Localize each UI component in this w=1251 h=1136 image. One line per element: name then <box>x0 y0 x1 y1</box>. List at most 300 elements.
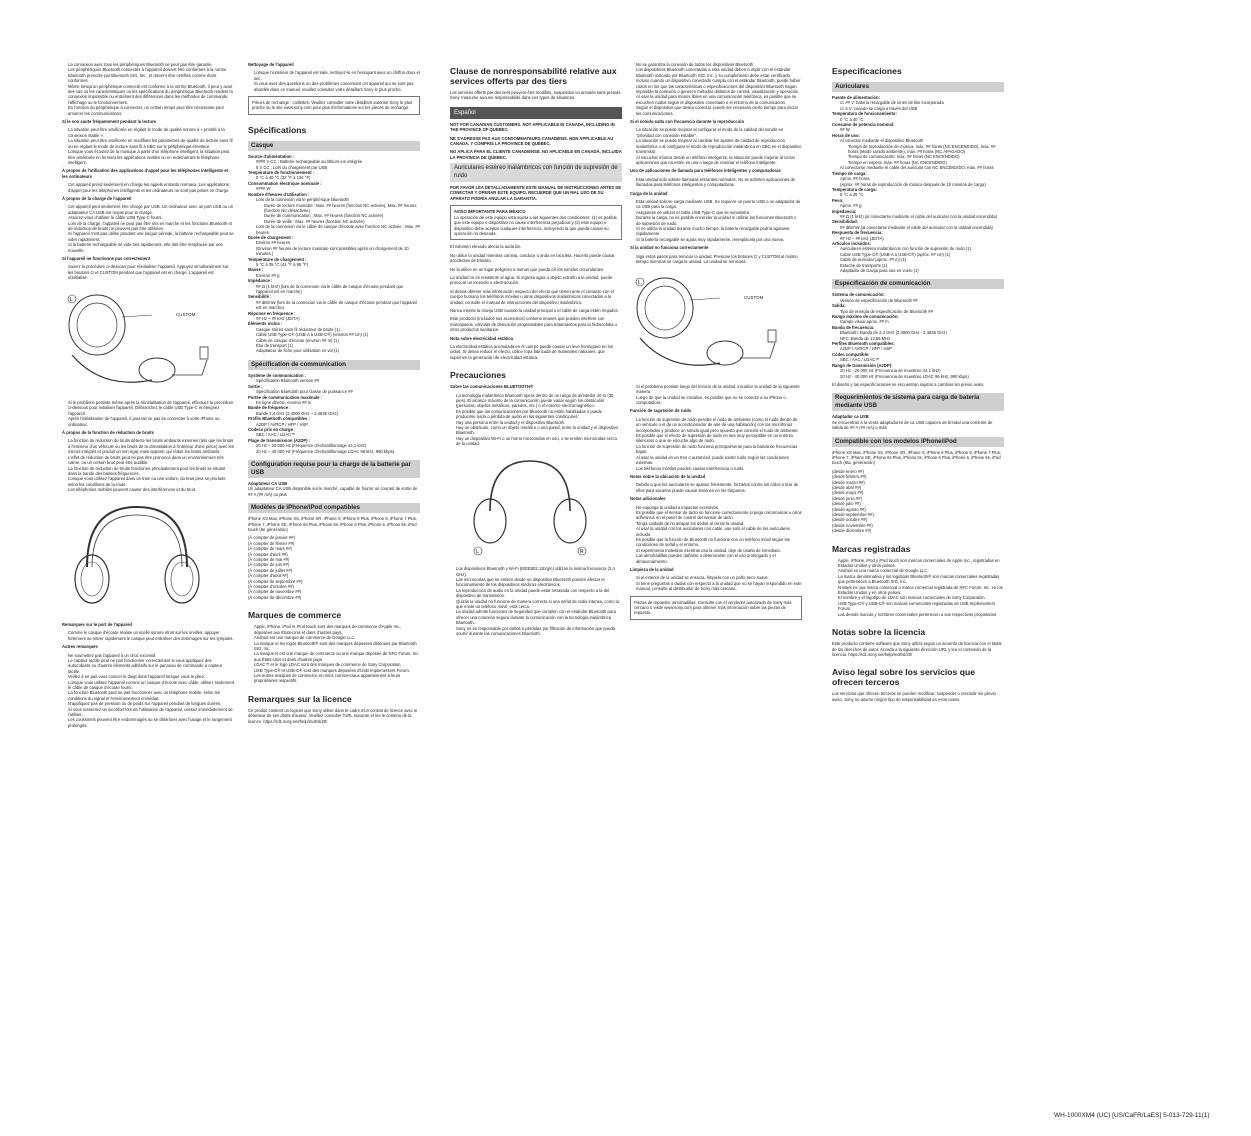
spec-line: Estuche de transporte (1) <box>840 262 888 268</box>
paragraph: Ce produit contient un logiciel que Sony utilise dans le cadre d'un contrat de licence avec le détenteur de ses droits d'auteur. Veuillez consulter l'URL suivante et lire le contenu de la licence. https://rd1.sony.net/help/mdr/sl/20/ <box>248 707 418 724</box>
list-item: • La reproducción de audio en la unidad puede estar retrasada con respecto a la del dispositivo de transmisión. <box>456 588 622 599</box>
list-item: • Hay un dispositivo Wi-Fi o un horno microondas en uso, o se emiten microondas cerca de la unidad. <box>456 436 622 447</box>
list-item: (desde marzo ##) <box>832 479 865 485</box>
column-2 <box>248 62 420 1112</box>
spec-line: Impédance : <box>248 278 273 284</box>
spec-line: SBC / AAC / LDAC™ <box>256 432 296 438</box>
paragraph: La electricidad estática acumulada en el cuerpo puede causar un leve hormigueo en los oídos. Si desea reducir el efecto, utilice ropa fabricada de materiales naturales, que suprimen la generación de electricidad estática. <box>450 344 613 360</box>
spec-line: Système de communication : <box>248 372 306 378</box>
spec-line: Cable USB Type-C® (USB-A a USB-C®) (aprox. ## cm) (1) <box>840 251 951 257</box>
section-title: Clause de nonresponsabilité relative aux services offerts par des tiers <box>450 66 617 86</box>
section-heading: Nota sobre electricidad estática <box>450 335 514 341</box>
list-item: • Los teléfonos móviles pueden causar interferencia o ruido. <box>636 466 802 471</box>
list-item: (À compter de juillet ##) <box>248 567 293 573</box>
list-item: • Es posible que el efecto de supresión de ruido no sea muy perceptible en un entorno silencioso o que se escuche algo de ruido. <box>636 433 802 444</box>
column-3 <box>450 62 622 1112</box>
parts-box: Pièces de rechange : coillettes. Veuillez consulter votre détaillant autorisé Sony le plus proche ou le site www.sony.com pour plus d'informations sur les pièces de rechange. <box>248 96 420 115</box>
list-item: • La función de supresión de ruido funciona principalmente para la banda de frecuencias bajas. <box>636 444 802 455</box>
spec-line: Aprox. ## g <box>840 203 862 209</box>
list-item: • Même lorsqu'un périphérique connecté est conforme à la norme Bluetooth, il peut y avoir des cas où les caractéristiques ou les spécifications du périphérique Bluetooth rendent la connexion impossible ou entraînent des différences dans les méthodes de commande, l'affichage ou le fonctionnement. <box>68 84 234 106</box>
months-list <box>832 469 1004 534</box>
spec-line: Sensibilité : <box>248 294 272 300</box>
subsection-bar: Especificación de comunicación <box>832 279 1004 289</box>
spec-line: 0 °C à 40 °C (32 °F à 104 °F) <box>256 175 311 181</box>
list-item: (desde noviembre ##) <box>832 522 873 528</box>
list-item: • Si vous avez des questions ou des problèmes concernant cet appareil qui ne sont pas abordés dans ce manuel, veuillez consulter votre détaillant Sony le plus proche. <box>254 81 420 92</box>
list-item: • No se garantiza la conexión de todos los dispositivos Bluetooth. <box>636 62 802 67</box>
spec-line: 20 Hz - 40 000 Hz (Frecuencia de muestreo LDAC 96 kHz, 990 kbps) <box>840 373 969 379</box>
headphones-charging-illustration <box>62 285 212 395</box>
list-item: • Es posible que el sensor de tacto no funcione correctamente si pega calcomanías u otros adhesivos en el panel de control del sensor de tacto. <box>636 510 802 521</box>
list-item: • Sony no es responsable por daños o pérdidas por filtración de información que pueda ocurrir durante las comunicaciones Bluetooth. <box>456 626 622 637</box>
list-item: • La connexion avec tous les périphériques Bluetooth ne peut pas être garantie. <box>68 62 234 67</box>
paragraph: Este producto (incluidos sus accesorios) contiene imanes que pueden interferir con marcapasos, válvulas de derivación programables para tratamientos para la hidrocefalia u otros productos sanitarios. <box>450 316 617 333</box>
list-item: • Si el exterior de la unidad se ensucia, límpielo con un paño seco suave. <box>636 575 802 580</box>
subsection-bar: Compatible con los modelos iPhone/iPod <box>832 437 1004 447</box>
list-item: • La marca denominativa y los logotipos Bluetooth® son marcas comerciales registradas que pertenecen a Bluetooth SIG, Inc. <box>838 574 1004 585</box>
list-item: • Si tiene preguntas o dudas con respecto a la unidad que no se hayan respondido en este manual, consulte al distribuidor de Sony más cercano. <box>636 581 802 592</box>
list-item: • La situation peut être améliorée en réglant le mode de qualité sonore à « priorité à la connexion stable ». <box>68 127 234 138</box>
spec-line: Banda de frecuencia: <box>832 324 875 330</box>
list-item: • Suivez la procédure ci-dessous pour réinitialiser l'appareil. Appuyez simultanément sur les boutons ⏻ et CUSTOM pendant que l'appareil est en charge. L'appareil est réinitialisé. <box>68 264 234 280</box>
spec-line: A2DP / AVRCP / HFP / HSP <box>256 421 309 427</box>
section-title: Notas sobre la licencia <box>832 627 926 638</box>
section-heading: Si l'appareil ne fonctionne pas correctement <box>62 256 151 261</box>
section-title: Marques de commerce <box>248 610 342 621</box>
spec-line: ## W <box>840 127 850 133</box>
caps-notice: NOT FOR CANADIAN CUSTOMERS. NOT APPLICABLE IN CANADA, INCLUDING IN THE PROVINCE OF QUEBEC. <box>450 121 615 133</box>
list-item: • Al escuchar música desde un teléfono inteligente, la situación puede mejorar al cerrar aplicaciones que no estén en uso o luego de reiniciar el teléfono inteligente. <box>636 155 802 166</box>
spec-line: Temperatura de funcionamiento: <box>832 111 897 117</box>
reset-illustration <box>630 268 802 379</box>
spec-line: Durée de communication : Max. ## heures (fonction NC activée) <box>264 213 384 219</box>
list-item: • El nombre y el logotipo de LDAC son marcas comerciales de Sony Corporation. <box>838 595 1004 600</box>
spec-list <box>248 154 420 354</box>
column-5 <box>832 62 1004 1112</box>
list-item: • Comme le casque d'écoute réalise un scellé sonore étroit sur les oreilles, appuyer fortement ou retirer rapidement le casque peut entraîner des dommages sur les tympans. <box>68 630 234 641</box>
section-heading: Uso de aplicaciones de llamada para teléfonos inteligentes y computadoras <box>630 168 781 174</box>
list-item: • Incluso cuando un dispositivo conectado cumpla con el estándar Bluetooth, puede haber casos en los que las características o especificaciones del dispositivo Bluetooth hagan imposible la conexión o generen métodos distintos de control, visualización y operación. <box>636 78 802 94</box>
list-item: • La función de supresión de ruido percibe el ruido de ambiente (como el ruido dentro de un vehículo o el de un acondicionador de aire de una habitación) con los micrófonos incorporados y produce un sonido igual pero opuesto que cancela el ruido de ambiente. <box>636 417 802 433</box>
list-item: • La fonction Bluetooth peut ne pas fonctionner avec un téléphone mobile, selon les conditions du signal et l'environnement immédiat. <box>68 690 234 701</box>
section-heading: Remarques sur le port de l'appareil <box>62 621 132 627</box>
paragraph: Nunca inserte la clavija USB cuando la unidad principal o el cable de carga estén mojados. <box>450 307 619 313</box>
section-title: Especificaciones <box>832 66 902 76</box>
spec-line: Al conectarse mediante el cable del auricular con NC ENCENDIDO: máx. ## horas <box>840 165 994 171</box>
list-item: • Si le problème persiste même après la réinitialisation de l'appareil, effectuez la procédure ci-dessous pour initialiser l'appareil. Débranchez le câble USB Type-C et éteignez l'appareil. <box>68 400 234 416</box>
paragraph: El diseño y las especificaciones se encuentran sujetos a cambios sin previo aviso. <box>832 381 985 387</box>
months-list <box>248 535 420 600</box>
list-item: (À compter de décembre ##) <box>248 594 302 600</box>
list-item: (À compter de septembre ##) <box>248 578 303 584</box>
spec-line: Versión de especificación de Bluetooth ## <box>840 297 918 303</box>
list-item: • Lors de la charge, l'appareil ne peut pas être mis en marche et les fonctions Bluetooth et de réduction de bruits ne peuvent pas être utilisées. <box>68 221 234 232</box>
section-title: Spécifications <box>248 124 307 135</box>
spec-line: Sistema de comunicación: <box>832 292 885 298</box>
spec-line: Tiempo de carga: <box>832 170 867 176</box>
list-item: • Android es una marca comercial de Google LLC. <box>838 568 1004 573</box>
svg-text:L: L <box>638 280 641 287</box>
spec-line: Fuente de alimentación: <box>832 95 880 100</box>
list-item: • Si no utiliza la unidad durante mucho tiempo, la batería recargable podría agotarse rápidamente. <box>636 226 802 237</box>
list-item: • Tenga cuidado de no atrapar los dedos al cerrar la unidad. <box>636 521 802 526</box>
spec-line: 5 V CC : Lors du chargement par USB <box>256 164 328 170</box>
section-heading: Si le son saute fréquemment pendant la lecture <box>62 119 157 125</box>
spec-line: Consumo de potencia nominal: <box>832 122 895 128</box>
paragraph: iPhone XS Max, iPhone XS, iPhone XR, iPhone X, iPhone 8 Plus, iPhone 8, iPhone 7 Plus, iPhone 7, iPhone SE, iPhone 6s Plus, iPhone 6s, iPhone 6 Plus, iPhone 6, iPhone 5s, iPod touch (6e génération) <box>248 516 418 532</box>
spec-line: ## Ω (1 kHz) (al conectarse mediante el cable del auricular con la unidad encendida) <box>840 213 997 219</box>
spec-line: Peso: <box>832 197 844 203</box>
list-item: (À compter d'août ##) <box>248 573 289 579</box>
list-item: • La fonction de réduction de bruits fonctionne principalement pour les bruits se situant dans la bande des basses fréquences. <box>68 466 234 477</box>
headphones-wearing-illustration <box>450 451 610 561</box>
section-heading: Si el sonido salta con frecuencia durante la reproducción <box>630 119 745 125</box>
paragraph: Este producto contiene software que Sony utiliza según un acuerdo de licencia con el titular de los derechos de autor. Acceda a la siguiente dirección URL y lea el contenido de la licencia. https://rd1.sony.net/help/mdr/sl/20/ <box>832 641 1002 657</box>
spec-line: Adaptador ca USB <box>832 414 869 420</box>
list-item: • Cet appareil prend seulement en charge les appels entrants normaux. Les applications d'appel pour les téléphones intelligents et les ordinateurs ne sont pas prises en charge. <box>68 182 234 193</box>
spec-line: Consommation électrique nominale : <box>248 180 322 186</box>
spec-line: ## Hz – ## kHz (JEITA) <box>256 316 300 322</box>
list-item: (desde diciembre ##) <box>832 528 872 534</box>
spec-line: Profils Bluetooth compatibles : <box>248 416 310 422</box>
paragraph: Los servicios que ofrecen terceros se pueden modificar, suspender o rescindir sin previo aviso. Sony no asume ningún tipo de responsabilidad en esos casos. <box>832 691 996 702</box>
spec-line: Durée de chargement : <box>248 234 294 240</box>
caps-notice: NE S'ADRESSE PAS AUX CONSOMMATEURS CANADIENS. NON APPLICABLE AU CANADA, Y COMPRIS LA PROVINCE DE QUÉBEC. <box>450 135 614 147</box>
paragraph: El volumen elevado afecta la audición. <box>450 244 522 250</box>
spec-line: Masse : <box>248 267 264 273</box>
spec-line: Lors de la connexion via le câble de casque d'écoute avec fonction NC activée : Max. ## heures <box>256 224 420 235</box>
list-item: • Si experimenta molestias mientras usa la unidad, deje de usarla de inmediato. <box>636 548 802 553</box>
list-item: • Los dispositivos Bluetooth conectados a esta unidad deben cumplir con el estándar Bluetooth indicado por Bluetooth SIG, Inc. y su cumplimiento debe estar certificado. <box>636 67 802 78</box>
spec-line: Aprox. ## horas <box>840 176 870 182</box>
spec-line: Lors de la connexion via le périphérique Bluetooth <box>256 197 349 203</box>
list-item: • Esta unidad solo admite llamadas entrantes normales. No se admiten aplicaciones de llamadas para teléfonos inteligentes y computadoras. <box>636 177 802 188</box>
spec-line: Source d'alimentation : <box>248 153 295 159</box>
spec-line: Température de fonctionnement : <box>248 170 315 176</box>
spec-line: Température de chargement : <box>248 256 307 262</box>
intro-list <box>62 62 234 116</box>
notice-heading: AVISO IMPORTANTE PARA MÉXICO <box>454 209 526 215</box>
section-heading: Notas adicionales <box>630 496 666 502</box>
spec-line: Nombre d'heures d'utilisation : <box>248 191 310 197</box>
spec-line: Adaptateur de fiche pour utilisation en vol (1) <box>256 348 340 354</box>
list-item: (À compter de mars ##) <box>248 546 292 552</box>
spec-line: ## Ω (1 kHz) (lors de la connexion via le câble de casque d'écoute pendant que l'appareil est en marche) <box>256 283 404 294</box>
caps-notice: NO APLICA PARA EL CLIENTE CANADIENSE. NO APLICABLE EN CANADÁ, INCLUIDA LA PROVINCIA DE QUEBEC. <box>450 149 622 160</box>
spec-line: Cable de auricular (aprox. ## m) (1) <box>840 257 907 263</box>
spec-line: NFC: Banda de 13,56 MHz <box>840 335 891 341</box>
spec-line: 20 Hz - 20 000 Hz (Frecuencia de muestreo 44,1 kHz) <box>840 368 941 374</box>
list-item: • Si vous ressentez un inconfort lors de l'utilisation de l'appareil, cessez immédiatement de l'utiliser. <box>68 707 234 718</box>
spec-line: Bande 2,4 GHz (2,4000 GHz – 2,4835 GHz) <box>256 410 338 416</box>
list-item: (desde mayo ##) <box>832 490 864 496</box>
spec-line: Éléments inclus : <box>248 321 283 327</box>
spec-line: cc 5 V: cuando se carga a través del USB <box>840 105 918 111</box>
list-item: • En fonction du périphérique à connecter, un certain temps peut être nécessaire pour amorcer les communications. <box>68 105 234 116</box>
list-item: • La unidad admite funciones de seguridad que cumplen con el estándar Bluetooth para ofrecer una conexión segura durante la comunicación con la tecnología inalámbrica Bluetooth. <box>456 609 622 625</box>
list-item: • La marque et les logos Bluetooth® sont des marques déposées détenues par Bluetooth SIG, Inc. <box>254 641 420 652</box>
spec-line: Adaptador de clavija para uso en vuelo (1) <box>840 268 919 273</box>
list-item: • Si la batería recargable se agota muy rápidamente, reemplácela por una nueva. <box>636 237 802 242</box>
reset-illustration <box>62 285 234 396</box>
list-item: • Apple, iPhone, iPod y iPod touch son marcas comerciales de Apple Inc., registradas en Estados Unidos y otros países. <box>838 558 1004 569</box>
list-item: • Según el dispositivo que desea conectar, puede ser necesario cierto tiempo para iniciar las comunicaciones. <box>636 105 802 116</box>
spec-line: Perfiles Bluetooth compatibles: <box>832 341 895 347</box>
list-item: • Les téléphones mobiles peuvent causer des interférences et du bruit. <box>68 487 234 492</box>
headphones-illustration <box>62 497 234 618</box>
list-item: (desde enero ##) <box>832 468 864 474</box>
list-item: • Quizás la unidad no funcione de manera correcta si una señal de radio intensa, como la que emite un teléfono móvil, está cerca. <box>456 599 622 610</box>
list-item: • Assurez-vous d'utiliser le câble USB Type-C fourni. <box>68 215 234 220</box>
list-item: • La situación se puede mejorar al configurar el modo de la calidad del sonido en "prioridad con conexión estable". <box>636 127 802 138</box>
list-item: • Luego de que la unidad se inicialice, es posible que no se conecte a su iPhone o computadora. <box>636 395 802 406</box>
spec-line: Sortie : <box>248 383 263 389</box>
product-title: Auriculares estéreo inalámbricos con función de supresión de ruido <box>450 163 622 182</box>
list-item: • Apple, iPhone, iPod et iPod touch sont des marques de commerce d'Apple Inc., déposées aux États-Unis et dans d'autres pays. <box>254 624 420 635</box>
list-item: • Es posible que la función de Bluetooth no funcione con un teléfono móvil según las condiciones de señal y el entorno. <box>636 537 802 548</box>
section-title: Remarques sur la licence <box>248 693 352 704</box>
list-item: • La tecnología inalámbrica Bluetooth opera dentro de un rango de alrededor 10 m (30 pies). El alcance máximo de la comunicación puede variar según los obstáculos (personas, objetos metálicos, paredes, etc.) o el entorno electromagnético. <box>456 393 622 409</box>
spec-line: Impedancia: <box>832 208 857 214</box>
spec-line: ## Hz – ## kHz (JEITA) <box>840 235 884 241</box>
paragraph: No la utilice en un lugar peligroso a menos que pueda oír los sonidos circundantes. <box>450 266 605 272</box>
section-title: Aviso legal sobre los servicios que ofrecen terceros <box>832 667 975 688</box>
spec-line: Tipo de energía de especificación de Bluetooth ## <box>840 308 933 314</box>
custom-label: CUSTOM <box>176 311 196 317</box>
spec-line: Tiempo de reproducción de música: máx. ## horas (NC ENCENDIDO), máx. ## horas (Modo sonido ambiente), máx. ## horas (NC APAGADO) <box>848 143 996 155</box>
list-item: • Siga estos pasos para reiniciar la unidad. Presione los botones ⏻ y CUSTOM al mismo tiempo mientras se carga la unidad. La unidad se reiniciará. <box>636 254 802 265</box>
spec-line: En ligne directe, environ ## m <box>256 399 312 405</box>
spec-line: Respuesta de frecuencia: <box>832 230 883 236</box>
headphones-charging-illustration <box>630 268 780 378</box>
list-item: • Le capteur tactile peut ne pas fonctionner correctement si vous appliquez des autocollants ou d'autres éléments adhésifs sur le panneau de commande à capteur tactile. <box>68 658 234 674</box>
list-item: • Al usar la unidad para manos libres en una comunicación telefónica, es posible que se escuchen ruidos según el dispositivo conectado o el entorno de la comunicación. <box>636 94 802 105</box>
list-item: (desde septiembre ##) <box>832 512 874 517</box>
list-item: • Durante la carga, no es posible encender la unidad ni utilizar las funciones Bluetooth o de supresión de ruido. <box>636 215 802 226</box>
spec-list <box>832 95 1004 273</box>
list-item: (desde octubre ##) <box>832 517 868 523</box>
spec-line: Durée de lecture musicale : Max. ## heures (fonction NC activée), Max. ## heures (fonction NC désactivée) <box>264 202 417 213</box>
distance-illustration <box>450 451 622 562</box>
spec-line: Rango de transmisión (A2DP): <box>832 362 893 368</box>
spec-line: Environ ## heures <box>256 240 290 246</box>
spec-line: Codecs pris en charge : <box>248 426 296 432</box>
spec-line: #### V CC : Batterie rechargeable au lithium-ion intégrée <box>256 159 363 165</box>
spec-line: Bande de fréquence : <box>248 405 291 411</box>
list-item: • N-Mark es una marca comercial o marca comercial registrada de NFC Forum, Inc. en los Estados Unidos y en otros países. <box>838 585 1004 596</box>
list-item: (À compter de février ##) <box>248 540 295 546</box>
notice-box <box>450 205 622 240</box>
comm-list <box>832 292 1004 379</box>
spec-line: Environ ## g <box>256 272 280 278</box>
list-item: • Veillez à ne pas vous coincer le doigt dans l'appareil lorsque vous le pliez. <box>68 674 234 679</box>
list-item: • USB Type-C® y USB-C® son marcas comerciales registradas de USB Implementers Forum. <box>838 601 1004 612</box>
list-item: • Lorsque vous écoutez de la musique à partir d'un téléphone intelligent, la situation peut être améliorée en fermant les applications inutiles ou en redémarrant le téléphone intelligent. <box>68 149 234 165</box>
spec-line: Horas de uso: <box>832 132 860 138</box>
notice-text: La operación de este equipo está sujeta a las siguientes dos condiciones: (1) es posible que este equipo o dispositivo no cause interferencia perjudicial y (2) este equipo o dispositivo debe aceptar cualquier interferencia, incluyendo la que pueda causar su operación no deseada. <box>454 214 617 236</box>
list-item: • Al usar la unidad en un tren o automóvil, puede existir ruido según las condiciones externas. <box>636 455 802 466</box>
spec-line: 20 Hz – 40 000 Hz (Fréquence d'échantillonnage LDAC 96 kHz, 990 kbps) <box>256 448 395 454</box>
section-heading: Nettoyage de l'appareil <box>248 62 294 67</box>
list-item: • Hay un obstáculo, como un objeto metálico o una pared, entre la unidad y el dispositivo Bluetooth. <box>456 425 622 436</box>
section-heading: Autres remarques <box>62 644 98 650</box>
section-heading: Carga de la unidad <box>630 190 668 196</box>
section-heading: À propos de l'utilisation des applications d'appel pour les téléphones intelligents et les ordinateurs <box>62 168 229 179</box>
subsection-bar: Auriculares <box>832 82 1004 92</box>
list-item: • Lorsque l'extérieur de l'appareil est sale, nettoyez-le en l'essuyant avec un chiffon doux et sec. <box>254 70 420 81</box>
spec-line: 20 Hz – 20 000 Hz (Fréquence d'échantillonnage 44,1 kHz) <box>256 443 366 449</box>
spec-line: ## dB/mW (al conectarse mediante el cable del auricular con la unidad encendida) <box>840 224 993 230</box>
list-item: • Si la batterie rechargeable se vide très rapidement, elle doit être remplacée par une nouvelle. <box>68 242 234 253</box>
list-item: • Las microondas que se emiten desde un dispositivo Bluetooth pueden afectar el funcionamiento de los dispositivos médicos electrónicos. <box>456 577 622 588</box>
list-item: • Al usar la unidad con los auriculares con cable, use solo el cable de los auriculares incluido. <box>636 526 802 537</box>
list-item: • Ne soumettez pas l'appareil à un choc excessif. <box>68 653 234 658</box>
list-item: • Les périphériques Bluetooth connectés à l'appareil doivent être conformes à la norme Bluetooth prescrite par Bluetooth SIG, Inc., et doivent être certifiés comme étant conformes. <box>68 67 234 83</box>
spec-line: Al conectar mediante el dispositivo Bluetooth <box>840 138 924 144</box>
list-item: (À compter d'avril ##) <box>248 551 288 557</box>
spec-line: Salida: <box>832 303 846 309</box>
list-item: • Hay una persona entre la unidad y el dispositivo Bluetooth. <box>456 420 622 425</box>
spec-line: Spécification Bluetooth version ## <box>256 378 320 384</box>
subsection-bar: Spécification de communication <box>248 360 420 370</box>
spec-line: Sensibilidad: <box>832 219 859 225</box>
language-bar: Español <box>450 107 622 119</box>
subsection-bar: Casque <box>248 141 420 151</box>
paragraph: iPhone XS Max, iPhone XS, iPhone XR, iPhone X, iPhone 8 Plus, iPhone 8, iPhone 7 Plus, iPhone 7, iPhone SE, iPhone 6s Plus, iPhone 6s, iPhone 6 Plus, iPhone 6, iPhone 5s, iPod touch (6ta. generación) <box>832 449 1002 466</box>
list-item: • Cet appareil peut seulement être chargé par USB. Un ordinateur avec un port USB ou un adaptateur CA USB est requis pour la charge. <box>68 204 234 215</box>
list-item: • USB Type-C® et USB-C® sont des marques déposées d'USB Implementers Forum. <box>254 668 420 673</box>
spec-line: Bluetooth: Banda de 2,4 GHz (2,4000 GHz - 2,4835 GHz) <box>840 330 947 336</box>
subsection-bar: Configuration requise pour la charge de la batterie par USB <box>248 460 420 478</box>
list-item: • L'effet de réduction de bruits peut ne pas être prononcé dans un environnement très calme, ou un certain bruit peut être audible. <box>68 455 234 466</box>
list-item: • La situación se puede mejorar al cambiar los ajustes de calidad de reproducción inalámbrica o al configurar el modo de reproducción inalámbrica en SBC en el dispositivo transmisor. <box>636 138 802 154</box>
list-item: • N'appliquez pas de pression ou de poids sur l'appareil pendant de longues durées. <box>68 701 234 706</box>
list-item: • Les autres marques de commerce et noms commerciaux appartiennent à leurs propriétaires respectifs. <box>254 673 420 684</box>
spec-line: 5 °C à 35 °C (41 °F à 95 °F) <box>256 261 309 267</box>
list-item: • La marque N est une marque de commerce ou une marque déposée de NFC Forum, Inc. aux États-Unis et dans d'autres pays. <box>254 651 420 662</box>
paragraph: Si desea obtener más información respecto del efecto que tienen ante el contacto con el cuerpo humano los teléfonos móviles u otros dispositivos inalámbricos conectados a la unidad, consulte el manual de instrucciones del dispositivo inalámbrico. <box>450 288 614 305</box>
section-heading: Si la unidad no funciona correctamente <box>630 245 709 251</box>
paragraph: La unidad no es resistente al agua. Si ingresa agua u objeto extraño a la unidad, puede provocar un incendio o electrocución. <box>450 274 613 286</box>
spec-line: Códec compatible: <box>832 351 870 357</box>
paragraph: Un adaptateur CA USB disponible sur le marché, capable de fournir un courant de sortie de ## A (## mA) ou plus <box>248 486 418 497</box>
spec-line: Câble de casque d'écoute (environ ## m) (1) <box>256 337 339 343</box>
custom-label: CUSTOM <box>744 295 764 301</box>
spec-line: Casque stéréo sans fil réducteur de bruits (1) <box>256 326 340 332</box>
list-item: • Après l'initialisation de l'appareil, il pourrait ne pas se connecter à votre iPhone ou ordinateur. <box>68 416 234 427</box>
spec-line: Étui de transport (1) <box>256 343 294 349</box>
spec-line: Rango máximo de comunicación: <box>832 314 899 320</box>
spec-line: 0 °C a 40 °C <box>840 116 864 122</box>
spec-line: (Aprox. ## horas de reproducción de música después de 10 minutos de carga) <box>840 181 986 187</box>
spec-line: ## dB/mW (lors de la connexion via le câble de casque d'écoute pendant que l'appareil est en marche) <box>256 299 418 311</box>
spec-line: Durée de veille : Max. ## heures (fonction NC activée) <box>264 218 365 224</box>
list-item: (À compter de mai ##) <box>248 557 290 563</box>
spec-line: Spécification Bluetooth pour classe de puissance ## <box>256 389 353 395</box>
model-footer: WH-1000XM4 (UC) [US/CaFR/LaES] 5-013-729-11(1) <box>1054 1112 1210 1119</box>
spec-line: Portée de communication maximale : <box>248 394 323 400</box>
list-item: (desde agosto ##) <box>832 506 866 512</box>
comm-list <box>248 373 420 454</box>
list-item: • Lorsque vous utilisez l'appareil dans un train ou une voiture, du bruit peut se produire selon les conditions de la route. <box>68 476 234 487</box>
spec-line: Plage de transmission (A2DP) : <box>248 437 311 443</box>
list-item: (À compter d'octobre ##) <box>248 584 294 590</box>
list-item: • Debido a que los auriculares se ajustan firmemente, forzarlos contra los oídos o tirar de ellos para sacarlos puede causar lesiones en los tímpanos. <box>636 482 802 493</box>
section-heading: Función de supresión de ruido <box>630 408 692 414</box>
column-1 <box>62 62 234 1112</box>
spec-line: 5 °C a 35 °C <box>840 192 864 198</box>
list-item: (desde julio ##) <box>832 501 861 507</box>
spec-line: Campo visual aprox. ## m <box>840 319 889 325</box>
spec-line: #### W <box>256 186 271 192</box>
section-heading: Limpieza de la unidad <box>630 567 674 572</box>
spec-line: Auriculares estéreo inalámbricos con función de supresión de ruido (1) <box>840 246 972 252</box>
list-item: • Si l'appareil n'est pas utilisé pendant une longue période, la batterie rechargeable peut se vider rapidement. <box>68 231 234 242</box>
paragraph: Se encuentran a la venta adaptadores de ca USB capaces de brindar una corriente de salida de ## A (## mA) o más <box>832 419 993 431</box>
section-heading: Sobre las comunicaciones BLUETOOTH® <box>450 384 534 390</box>
section-title: Marcas registradas <box>832 543 911 554</box>
paragraph: Les services offerts par des tiers peuvent être modifiés, suspendus ou annulés sans préavis. Sony n'assume aucune responsabilité dans ces types de situations. <box>450 90 622 101</box>
parts-box: Piezas de repuesto: almohadillas. Consulte con el vendedor autorizado de Sony más cercano o visite www.sony.com para obtener más información sobre las piezas de repuesto. <box>630 596 802 620</box>
paragraph: No utilice la unidad mientras camina, conduce o anda en bicicleta. Hacerlo puede causar accidentes de tránsito. <box>450 252 615 264</box>
spec-line: Réponse en fréquence : <box>248 310 296 316</box>
spec-line: (Environ ## heures de lecture musicale sont possibles après un chargement de 10 minutes.) <box>256 245 409 257</box>
spec-line: Tiempo en espera: máx. ## horas (NC ENCENDIDO) <box>848 159 947 165</box>
section-heading: À propos de la charge de l'appareil <box>62 195 132 201</box>
subsection-bar: Modèles de iPhone/iPod compatibles <box>248 503 420 513</box>
section-heading: À propos de la fonction de réduction de bruits <box>62 430 154 436</box>
spec-line: Artículos incluidos: <box>832 240 872 246</box>
section-heading: Notas sobre la ubicación de la unidad <box>630 473 706 479</box>
list-item: (À compter de juin ##) <box>248 562 290 568</box>
list-item: • No exponga la unidad a impactos excesivos. <box>636 505 802 510</box>
spec-line: A2DP / AVRCP / HFP / HSP <box>840 346 893 352</box>
spec-line: Câble USB Type-C® (USB-A à USB-C®) (environ ## cm) (1) <box>256 332 369 338</box>
svg-text:L: L <box>70 296 73 303</box>
list-item: • Los dispositivos Bluetooth y Wi-Fi (IEEE802.11b/g/n) utilizan la misma frecuencia (2,4 GHz). <box>456 566 622 577</box>
svg-text:L: L <box>476 548 479 555</box>
list-item: (À compter de novembre ##) <box>248 589 302 595</box>
spec-line: Tiempo de comunicación: máx. ## horas (NC ENCENDIDO) <box>848 154 960 160</box>
list-item: (À compter de janvier ##) <box>248 535 296 541</box>
caps-notice: POR FAVOR LEA DETALLADAMENTE ESTE MANUAL DE INSTRUCCIONES ANTES DE CONECTAR Y OPERAR ESTE EQUIPO. RECUERDE QUE UN MAL USO DE SU APARATO PODRÍA ANULAR LA GARANTÍA. <box>450 185 622 201</box>
headphones-icon <box>62 497 212 617</box>
spec-line: SBC / AAC / LDAC™ <box>840 357 880 363</box>
list-item: (desde junio ##) <box>832 495 863 501</box>
spec-line: Temperatura de carga: <box>832 186 877 192</box>
section-title: Precauciones <box>450 370 506 381</box>
list-item: • Lorsque vous utilisez l'appareil comme un casque d'écoute avec câble, utilisez seulement le câble de casque d'écoute fourni. <box>68 680 234 691</box>
list-item: • Android est une marque de commerce de Google LLC. <box>254 635 420 640</box>
list-item: • Las almohadillas pueden dañarse o deteriorarse con el uso prolongado y el almacenamiento. <box>636 553 802 564</box>
list-item: • Esta unidad solo se carga mediante USB. Se requiere un puerto USB o un adaptador de ca USB para la carga. <box>636 199 802 210</box>
svg-text:R: R <box>580 548 584 555</box>
list-item: • LDAC™ et le logo LDAC sont des marques de commerce de Sony Corporation. <box>254 662 420 667</box>
list-item: • La situation peut être améliorée en modifiant les paramètres de qualité de lecture sans fil ou en réglant le mode de lecture sans fil à SBC sur le périphérique émetteur. <box>68 138 234 149</box>
spec-line: Adaptateur CA USB <box>248 480 288 486</box>
subsection-bar: Requerimientos de sistema para carga de batería mediante USB <box>832 393 1004 411</box>
list-item: • La fonction de réduction de bruits détecte les bruits ambiants externes (tels que les bruits à l'intérieur d'un véhicule ou les bruits de la climatisation à l'intérieur d'une pièce) avec les micros intégrés et produit un son égal, mais opposé, qui réduit les bruits ambiants. <box>68 438 234 454</box>
spec-line: cc ## V: batería recargable de iones de litio incorporada <box>840 100 944 106</box>
list-item: (desde febrero ##) <box>832 474 867 480</box>
list-item: • Les coussinets peuvent être endommagés ou se détériorer avec l'usage et le rangement prolongés. <box>68 717 234 728</box>
list-item: (desde abril ##) <box>832 484 862 490</box>
list-item: • Las demás marcas y nombres comerciales pertenecen a sus respectivos propietarios. <box>838 612 1004 617</box>
list-item: • Asegúrese de utilizar el cable USB Type-C que se suministra. <box>636 210 802 215</box>
list-item: • Si el problema persiste luego del reinicio de la unidad, inicialice la unidad de la siguiente manera. <box>636 384 802 395</box>
column-4 <box>630 62 802 1112</box>
list-item: • Es posible que las comunicaciones por Bluetooth no estén habilitadas o puede producirse ruido o pérdida de audio en las siguientes condiciones: <box>456 409 622 420</box>
